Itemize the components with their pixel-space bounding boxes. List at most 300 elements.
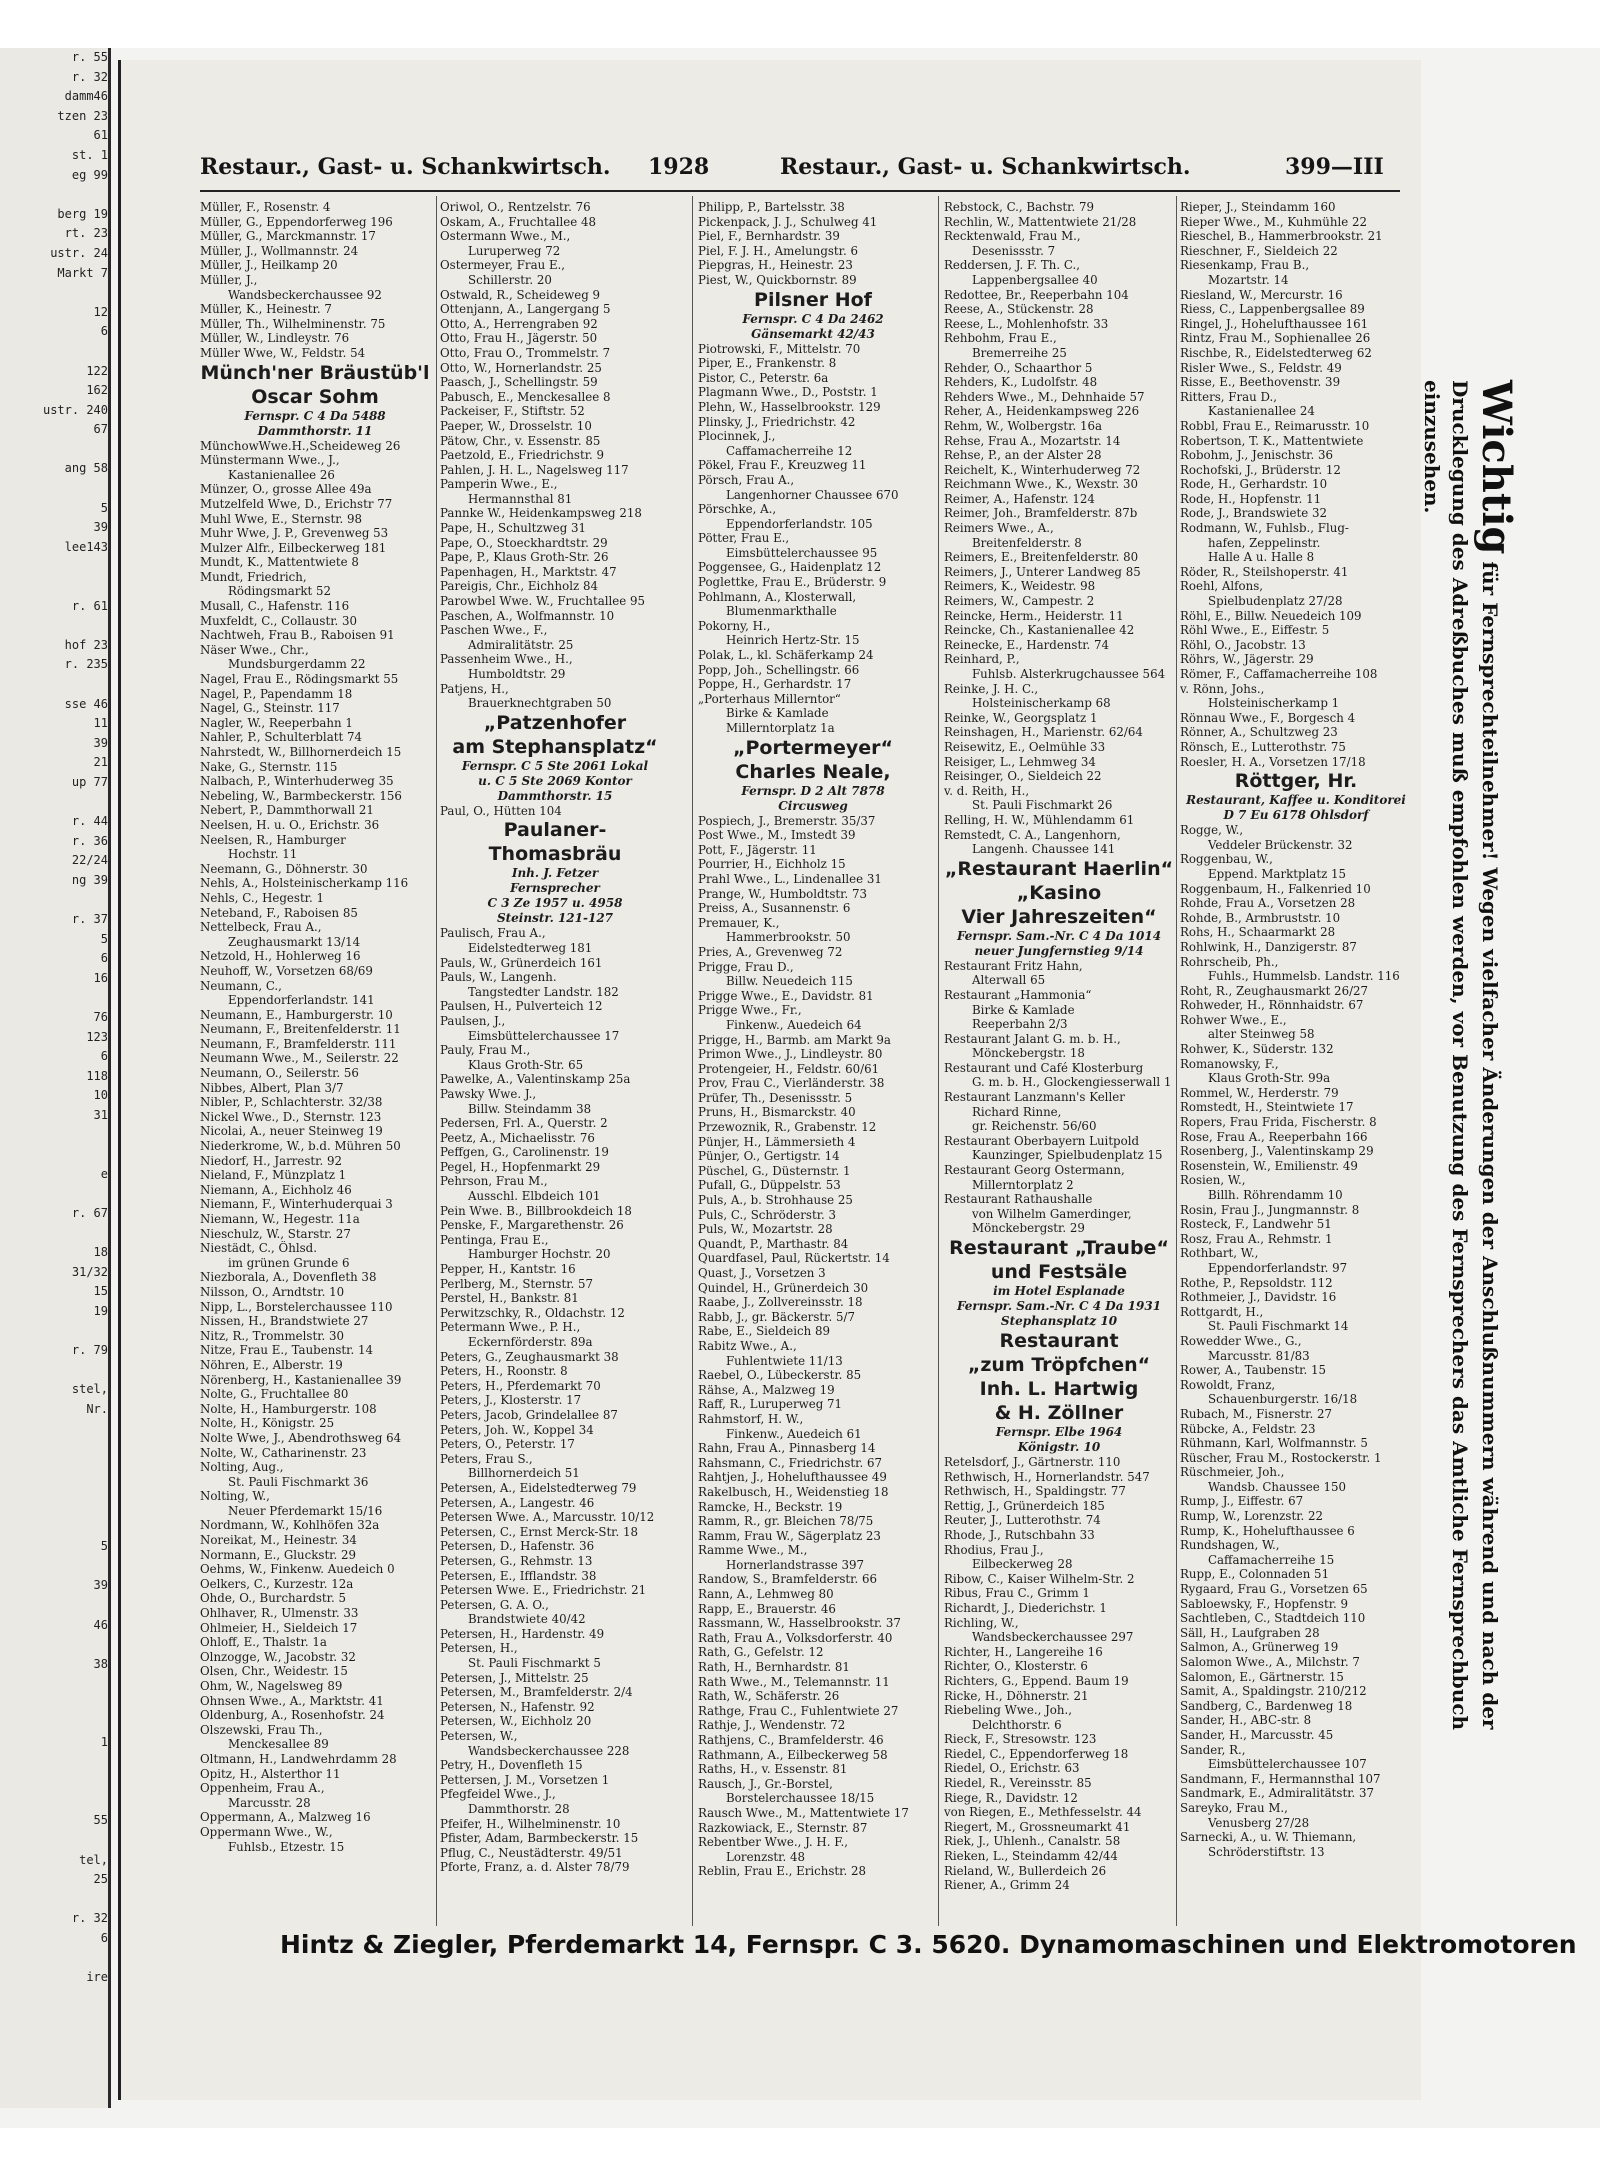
directory-entry: Sachtleben, C., Stadtdeich 110 [1180,1611,1366,1626]
directory-entry: Nettelbeck, Frau A., [200,920,322,935]
directory-entry: Rygaard, Frau G., Vorsetzen 65 [1180,1582,1368,1597]
directory-entry: Riener, A., Grimm 24 [944,1878,1070,1893]
directory-entry: Rommel, W., Herderstr. 79 [1180,1085,1339,1100]
facing-page-fragment: ng 39 [71,872,108,887]
directory-entry: Rischbe, R., Eidelstedterweg 62 [1180,345,1372,360]
directory-entry: Sareyko, Frau M., [1180,1800,1288,1815]
directory-entry: Neumann Wwe., M., Seilerstr. 22 [200,1051,399,1066]
directory-entry: Richling, W., [944,1615,1019,1630]
directory-entry: Petersen, M., Bramfelderstr. 2/4 [440,1685,633,1700]
directory-entry: Billw. Neuedeich 115 [726,974,853,989]
facing-page-fragment: 39 [93,735,108,750]
facing-page-fragment: 18 [93,1245,108,1260]
directory-entry: Rettig, J., Grünerdeich 185 [944,1498,1105,1513]
facing-page-fragment: 38 [93,1656,108,1671]
directory-entry: Lappenbergsallee 40 [972,272,1098,287]
advertisement-line: „Restaurant Haerlin“ [944,857,1174,880]
directory-entry: Rönnau Wwe., F., Borgesch 4 [1180,710,1356,725]
directory-entry: Reblin, Frau E., Erichstr. 28 [698,1864,867,1879]
directory-entry: Rausch, J., Gr.-Borstel, [698,1776,833,1791]
directory-entry: Mönckebergstr. 29 [972,1221,1085,1236]
directory-entry: Borstelerchaussee 18/15 [726,1791,875,1806]
directory-entry: Rehse, P., an der Alster 28 [944,448,1102,463]
directory-column-5 [1180,200,1412,1920]
directory-entry: Packeiser, F., Stiftstr. 52 [440,404,585,419]
directory-entry: Risler Wwe., S., Feldstr. 49 [1180,360,1342,375]
advertisement-detail: u. C 5 Ste 2069 Kontor [478,773,632,788]
directory-entry: Kaunzinger, Spielbudenplatz 15 [972,1148,1163,1163]
directory-entry: MünchowWwe.H.,Scheideweg 26 [200,438,401,453]
facing-page-fragment [2,989,108,1009]
directory-entry: Marcusstr. 28 [228,1795,311,1810]
directory-entry: Rathje, J., Wendenstr. 72 [698,1718,846,1733]
directory-entry: Rath Wwe., M., Telemannstr. 11 [698,1674,890,1689]
directory-entry: Otto, A., Herrengraben 92 [440,316,598,331]
facing-page-edge [0,48,111,2108]
directory-entry: Primon Wwe., J., Lindleystr. 80 [698,1047,883,1062]
directory-entry: Eppend. Marktplatz 15 [1208,866,1347,881]
directory-entry: Pannke W., Heidenkampsweg 218 [440,506,642,521]
directory-entry: Rosenstein, W., Emilienstr. 49 [1180,1158,1358,1173]
column-divider [436,196,437,1926]
facing-page-fragment: 61 [93,128,108,143]
directory-entry: Polak, L., kl. Schäferkamp 24 [698,648,874,663]
directory-entry: Poggensee, G., Haidenplatz 12 [698,560,882,575]
directory-entry: Risse, E., Beethovenstr. 39 [1180,375,1341,390]
directory-entry: Petersen, A., Langestr. 46 [440,1495,595,1510]
facing-page-fragment: r. 67 [71,1206,108,1221]
directory-entry: Röhl, O., Jacobstr. 13 [1180,637,1306,652]
directory-entry: Ramme Wwe., M., [698,1543,808,1558]
directory-entry: Nieland, F., Münzplatz 1 [200,1168,347,1183]
directory-entry: Rahtjen, J., Hohelufthaussee 49 [698,1470,887,1485]
directory-entry: Recktenwald, Frau M., [944,229,1081,244]
directory-entry: Nolting, W., [200,1489,270,1504]
directory-entry: Nagler, W., Reeperbahn 1 [200,715,353,730]
directory-entry: Reimers Wwe., A., [944,521,1054,536]
directory-entry: Röder, R., Steilshoperstr. 41 [1180,564,1349,579]
facing-page-fragment: 123 [86,1029,108,1044]
directory-entry: Mundt, Friedrich, [200,569,307,584]
advertisement-detail: im Hotel Esplanade [993,1284,1125,1298]
directory-entry: gr. Reichenstr. 56/60 [972,1119,1097,1134]
facing-page-fragment: ire [86,1970,108,1985]
directory-entry: Sarnecki, A., u. W. Thiemann, [1180,1830,1357,1845]
directory-entry: Restaurant Oberbayern Luitpold [944,1133,1140,1148]
advertisement-detail: Fernspr. C 4 Da 2462 [742,311,884,326]
directory-entry: Fuhlsb. Alsterkrugchaussee 564 [972,667,1166,681]
facing-page-fragment: 6 [100,324,108,339]
directory-entry: St. Pauli Fischmarkt 5 [468,1656,601,1671]
header-year: 1928 [648,154,710,180]
directory-entry: Bremerreihe 25 [972,345,1067,360]
facing-page-fragment: lee143 [64,539,108,554]
directory-entry: Riesland, W., Mercurstr. 16 [1180,287,1343,302]
directory-entry: alter Steinweg 58 [1208,1027,1315,1042]
column-divider [1176,196,1177,1926]
facing-page-fragment: tzen 23 [57,108,108,123]
directory-entry: Kastanienallee 24 [1208,404,1315,419]
directory-entry: Pentinga, Frau E., [440,1232,549,1247]
directory-entry: Müller, W., Lindleystr. 76 [200,331,350,346]
directory-entry: Pehrson, Frau M., [440,1174,548,1189]
directory-entry: Rann, A., Lehmweg 80 [698,1587,834,1602]
directory-entry: Müller, F., Rosenstr. 4 [200,200,331,214]
facing-page-fragment: 5 [100,931,108,946]
directory-entry: Paschen Wwe., F., [440,623,548,638]
directory-entry: Reisewitz, E., Oelmühle 33 [944,739,1106,754]
facing-page-fragment [2,1518,108,1538]
directory-entry: Rohde, B., Armbruststr. 10 [1180,910,1341,925]
header-left-title: Restaur., Gast- u. Schankwirtsch. [200,154,611,180]
directory-entry: Neumann, F., Bramfelderstr. 111 [200,1036,397,1051]
directory-entry: Rieschel, B., Hammerbrookstr. 21 [1180,229,1383,244]
directory-entry: Pfister, Adam, Barmbeckerstr. 15 [440,1831,639,1846]
directory-entry: Restaurant Jalant G. m. b. H., [944,1031,1121,1046]
directory-entry: Ohlmeier, H., Sieldeich 17 [200,1620,358,1635]
directory-entry: Riedel, R., Vereinsstr. 85 [944,1776,1092,1791]
directory-entry: Römer, F., Caffamacherreihe 108 [1180,667,1378,681]
directory-entry: Rodmann, W., Fuhlsb., Flug- [1180,521,1349,536]
directory-entry: Riege, R., Davidstr. 12 [944,1790,1078,1805]
directory-entry: Rower, A., Taubenstr. 15 [1180,1363,1327,1378]
directory-entry: Eckernförderstr. 89a [468,1335,593,1349]
directory-entry: Pedersen, Frl. A., Querstr. 2 [440,1116,608,1131]
facing-page-fragment [2,1557,108,1577]
directory-entry: Brandstwiete 40/42 [468,1612,586,1627]
directory-entry: Reinke, J. H. C., [944,681,1039,696]
directory-entry: Ausschl. Elbdeich 101 [468,1189,601,1204]
directory-entry: Nieschulz, W., Starstr. 27 [200,1226,351,1241]
directory-entry: Paulsen, H., Pulverteich 12 [440,999,603,1014]
directory-entry: Rohweder, H., Rönnhaidstr. 67 [1180,998,1364,1013]
facing-page-fragment [2,1478,108,1498]
facing-page-fragment: 67 [93,422,108,437]
directory-entry: Ramcke, H., Beckstr. 19 [698,1499,843,1514]
directory-entry: Rathge, Frau C., Fuhlentwiete 27 [698,1703,899,1718]
facing-page-fragment: sse 46 [64,696,108,711]
directory-entry: Riesenkamp, Frau B., [1180,258,1310,273]
directory-entry: Otto, Frau O., Trommelstr. 7 [440,345,611,360]
facing-page-fragment [2,1753,108,1773]
directory-entry: Nilsson, O., Arndtstr. 10 [200,1284,345,1299]
facing-page-fragment: 1 [100,1735,108,1750]
directory-entry: Fuhlentwiete 11/13 [726,1353,843,1368]
directory-entry: Salmon, A., Grünerweg 19 [1180,1640,1339,1655]
facing-page-fragment: 25 [93,1872,108,1887]
advertisement-line: & H. Zöllner [994,1402,1124,1424]
directory-entry: Rohde, Frau A., Vorsetzen 28 [1180,896,1356,911]
directory-entry: Müller, J., [200,272,258,287]
directory-entry: Rapp, E., Brauerstr. 46 [698,1601,836,1616]
directory-entry: Nagel, P., Papendamm 18 [200,686,353,701]
directory-entry: Brauerknechtgraben 50 [468,696,612,711]
facing-page-fragment: 19 [93,1304,108,1318]
directory-entry: Rump, W., Lorenzstr. 22 [1180,1509,1324,1524]
directory-entry: Mozartstr. 14 [1208,272,1289,287]
facing-page-fragment: 46 [93,1617,108,1632]
directory-entry: Rath, G., Gefelstr. 12 [698,1645,824,1660]
directory-entry: Raabe, J., Zollvereinsstr. 18 [698,1295,863,1310]
directory-entry: Reichelt, K., Winterhuderweg 72 [944,462,1141,477]
directory-entry: Riegert, M., Grossneumarkt 41 [944,1819,1131,1834]
directory-entry: Pegel, H., Hopfenmarkt 29 [440,1159,601,1174]
directory-entry: Rebentber Wwe., J. H. F., [698,1835,849,1850]
directory-entry: Paul, O., Hütten 104 [440,803,562,818]
directory-entry: Pistor, C., Peterstr. 6a [698,370,829,385]
advertisement-detail: Dammthorstr. 11 [257,423,373,438]
directory-entry: Rahsmann, C., Friedrichstr. 67 [698,1455,883,1470]
directory-entry: Pape, H., Schultzweg 31 [440,521,587,536]
directory-entry: Dammthorstr. 28 [468,1802,570,1816]
directory-entry: St. Pauli Fischmarkt 14 [1208,1319,1349,1334]
directory-entry: Neumann, F., Breitenfelderstr. 11 [200,1022,401,1037]
directory-entry: Ottenjann, A., Langergang 5 [440,302,611,317]
directory-entry: Peters, Frau S., [440,1451,533,1466]
directory-entry: Nolte, W., Catharinenstr. 23 [200,1445,367,1460]
directory-entry: Pahlen, J. H. L., Nagelsweg 117 [440,462,629,477]
footer-advertisement: Hintz & Ziegler, Pferdemarkt 14, Fernspr. C 3. 5620. Dynamomaschinen und Elektromotoren [280,1930,1577,1959]
advertisement-line: „Patzenhofer [483,711,627,734]
directory-entry: Rieper Wwe., M., Kuhmühle 22 [1180,214,1367,229]
directory-entry: Petersen, H., [440,1641,518,1656]
directory-entry: Nahler, P., Schulterblatt 74 [200,730,362,745]
facing-page-fragment: berg 19 [57,206,108,221]
directory-entry: Peters, H., Roonstr. 8 [440,1364,568,1379]
directory-entry: Mulzer Alfr., Eilbeckerweg 181 [200,540,387,555]
directory-entry: Reincke, Ch., Kastanienallee 42 [944,623,1135,638]
advertisement-detail: Fernspr. Sam.-Nr. C 4 Da 1014 [956,928,1162,943]
facing-page-fragment: e [100,1166,108,1181]
directory-entry: Ohm, W., Nagelsweg 89 [200,1679,343,1693]
directory-entry: Premauer, K., [698,915,780,930]
directory-entry: Rath, Frau A., Volksdorferstr. 40 [698,1630,893,1645]
directory-entry: Münstermann Wwe., J., [200,453,340,468]
notice-body: für Fernsprechteilnehmer! Wegen vielfacher Änderungen der Anschlußnummern während und nach der Drucklegung des Adreßbuches muß empfohlen werden, vor Benutzung des Fernsprechers das Amtliche Fernsprechbuch einzusehen. [1420,380,1502,1730]
directory-entry: Musall, C., Hafenstr. 116 [200,599,350,614]
directory-entry: Rethwisch, H., Hornerlandstr. 547 [944,1469,1150,1484]
directory-entry: Ohnsen Wwe., A., Marktstr. 41 [200,1693,384,1708]
directory-entry: Penske, F., Margarethenstr. 26 [440,1218,624,1233]
facing-page-fragment [2,1459,108,1479]
directory-entry: Rieland, W., Bullerdeich 26 [944,1863,1107,1878]
facing-page-fragments [0,48,108,1988]
vertical-notice-text [1418,380,1518,1780]
directory-entry: Rehders Wwe., M., Dehnhaide 57 [944,389,1145,404]
facing-page-fragment [2,283,108,303]
directory-entry: Wandsbeckerchaussee 297 [972,1630,1134,1645]
directory-entry: Müller, G., Eppendorferweg 196 [200,214,393,229]
directory-entry: Pötter, Frau E., [698,531,790,546]
directory-entry: Nordmann, W., Kohlhöfen 32a [200,1518,380,1533]
directory-entry: Raebel, O., Lübeckerstr. 85 [698,1368,862,1383]
directory-entry: Nickel Wwe., D., Sternstr. 123 [200,1109,382,1124]
directory-entry: Neuhoff, W., Vorsetzen 68/69 [200,963,373,978]
directory-entry: von Wilhelm Gamerdinger, [972,1206,1132,1221]
directory-entry: G. m. b. H., Glockengiesserwall 1 [972,1075,1172,1090]
directory-entry: Robertson, T. K., Mattentwiete [1180,433,1364,448]
directory-entry: Oldenburg, A., Rosenhofstr. 24 [200,1708,385,1723]
facing-page-fragment: 10 [93,1088,108,1103]
directory-entry: Prigge Wwe., E., Davidstr. 81 [698,988,874,1003]
directory-entry: Pufall, G., Düppelstr. 53 [698,1178,841,1193]
advertisement-line: „zum Tröpfchen“ [967,1354,1151,1376]
directory-entry: Pawelke, A., Valentinskamp 25a [440,1072,631,1087]
directory-column-3 [698,200,928,1920]
directory-entry: Venusberg 27/28 [1208,1815,1310,1830]
directory-entry: Petersen, G. A. O., [440,1597,549,1612]
advertisement-line: „Portermeyer“ [733,736,893,759]
directory-entry: Reinecke, E., Hardenstr. 74 [944,637,1110,652]
directory-entry: Mundsburgerdamm 22 [228,657,366,672]
directory-entry: Rath, W., Schäferstr. 26 [698,1689,840,1704]
advertisement-detail: Fernspr. Sam.-Nr. C 4 Da 1931 [956,1299,1162,1313]
directory-entry: Reinshagen, H., Marienstr. 62/64 [944,725,1143,740]
directory-entry: Samit, A., Spaldingstr. 210/212 [1180,1684,1367,1699]
directory-entry: Retelsdorf, J., Gärtnerstr. 110 [944,1455,1121,1469]
directory-entry: Ringel, J., Hohelufthaussee 161 [1180,316,1369,331]
facing-page-fragment [2,1145,108,1165]
directory-entry: Restaurant und Café Klosterburg [944,1060,1144,1075]
facing-page-fragment: r. 55 [71,50,108,64]
facing-page-fragment [2,342,108,362]
directory-entry: Müller, J., Wollmannstr. 24 [200,243,359,258]
facing-page-fragment: 11 [93,716,108,731]
directory-entry: Petersen, A., Eidelstedterweg 79 [440,1480,637,1495]
facing-page-fragment [2,793,108,813]
facing-page-fragment: rt. 23 [64,226,108,241]
facing-page-fragment: r. 36 [71,833,108,848]
directory-entry: Ostermann Wwe., M., [440,229,571,244]
directory-entry: Desenissstr. 7 [972,243,1056,258]
directory-entry: Petersen, J., Mittelstr. 25 [440,1670,589,1685]
directory-entry: Nolte, H., Hamburgerstr. 108 [200,1401,377,1416]
directory-entry: Wandsbeckerchaussee 92 [228,287,382,302]
directory-entry: Philipp, P., Bartelsstr. 38 [698,200,845,214]
directory-entry: hafen, Zeppelinstr. [1208,535,1321,550]
directory-entry: Nitze, Frau E., Taubenstr. 14 [200,1343,373,1358]
facing-page-fragment: 5 [100,500,108,515]
directory-entry: Rüscher, Frau M., Rostockerstr. 1 [1180,1450,1382,1465]
facing-page-fragment: r. 32 [71,1911,108,1926]
directory-entry: Mutzelfeld Wwe, D., Erichstr 77 [200,496,393,511]
directory-entry: Randow, S., Bramfelderstr. 66 [698,1572,878,1587]
facing-page-fragment [2,1949,108,1969]
directory-entry: Redottee, Br., Reeperbahn 104 [944,287,1129,302]
directory-entry: Rieken, L., Steindamm 42/44 [944,1849,1118,1864]
directory-entry: Quandt, P., Marthastr. 84 [698,1236,849,1251]
directory-entry: Restaurant Fritz Hahn, [944,958,1083,973]
directory-entry: Nehls, A., Holsteinischerkamp 116 [200,876,409,891]
directory-entry: Raths, H., v. Essenstr. 81 [698,1762,848,1777]
directory-entry: Raff, R., Luruperweg 71 [698,1397,843,1412]
notice-headline: Wichtig [1473,380,1520,555]
directory-entry: Röhl Wwe., E., Eiffestr. 5 [1180,623,1330,638]
directory-entry: Rabe, E., Sieldeich 89 [698,1324,830,1339]
directory-entry: Piotrowski, F., Mittelstr. 70 [698,341,861,356]
directory-entry: Rode, H., Gerhardstr. 10 [1180,477,1328,492]
directory-entry: Prigge, Frau D., [698,959,794,974]
advertisement-line: und Festsäle [990,1261,1128,1283]
directory-entry: Reimer, A., Hafenstr. 124 [944,491,1095,506]
directory-entry: Rubach, M., Fisnerstr. 27 [1180,1406,1332,1421]
directory-entry: Peters, O., Peterstr. 17 [440,1437,575,1452]
directory-entry: Röhl, E., Billw. Neuedeich 109 [1180,608,1362,623]
directory-entry: Razkowiack, E., Sternstr. 87 [698,1820,868,1835]
directory-entry: Paeper, W., Drosselstr. 10 [440,418,592,433]
directory-entry: Rhodius, Frau J., [944,1542,1044,1557]
directory-entry: Restaurant Lanzmann's Keller [944,1090,1125,1105]
directory-entry: Petersen, E., Ifflandstr. 38 [440,1568,597,1583]
directory-entry: Reinke, W., Georgsplatz 1 [944,710,1098,725]
column-divider [692,196,693,1926]
directory-entry: Nolting, Aug., [200,1460,284,1475]
directory-entry: Pauls, W., Grünerdeich 161 [440,955,603,970]
directory-entry: Nehls, C., Hegestr. 1 [200,890,325,905]
facing-page-fragment: r. 61 [71,598,108,613]
advertisement-line: Münch'ner Bräustüb'l [200,361,430,384]
facing-page-fragment [2,185,108,205]
directory-entry: Rabb, J., gr. Bäckerstr. 5/7 [698,1309,855,1324]
directory-entry: Langenhorner Chaussee 670 [726,487,899,502]
directory-entry: Hermannsthal 81 [468,491,573,506]
facing-page-fragment [2,1126,108,1146]
directory-entry: Prange, W., Humboldtstr. 73 [698,886,867,901]
directory-entry: St. Pauli Fischmarkt 36 [228,1474,369,1489]
directory-entry: Rohwer Wwe., E., [1180,1012,1287,1027]
directory-entry: St. Pauli Fischmarkt 26 [972,798,1113,813]
directory-entry: Petersen, C., Ernst Merck-Str. 18 [440,1524,639,1539]
advertisement-detail: Fernspr. Elbe 1964 [995,1425,1123,1439]
facing-page-fragment [2,1361,108,1381]
directory-entry: Petersen, H., Hardenstr. 49 [440,1626,605,1641]
facing-page-fragment: 122 [86,363,108,378]
directory-entry: „Porterhaus Millerntor“ [698,691,841,706]
directory-entry: Wandsb. Chaussee 150 [1208,1479,1346,1494]
directory-entry: Billh. Röhrendamm 10 [1208,1188,1343,1202]
directory-entry: Rahmstorf, H. W., [698,1411,804,1426]
facing-page-fragment [2,1694,108,1714]
facing-page-fragment: 22/24 [71,853,108,868]
facing-page-fragment [2,1420,108,1440]
directory-entry: Petersen, W., [440,1729,518,1744]
facing-page-fragment [2,440,108,460]
directory-entry: Reeperbahn 2/3 [972,1017,1068,1032]
directory-entry: Oltmann, H., Landwehrdamm 28 [200,1751,397,1766]
directory-entry: Rosteck, F., Landwehr 51 [1180,1217,1332,1232]
directory-entry: Pohlmann, A., Klosterwall, [698,589,857,604]
facing-page-fragment: 15 [93,1284,108,1299]
directory-entry: Nöhren, E., Alberstr. 19 [200,1357,343,1372]
directory-entry: Oehms, W., Finkenw. Auedeich 0 [200,1562,395,1577]
directory-entry: Pünjer, O., Gertigstr. 14 [698,1149,840,1164]
directory-entry: Riess, C., Lappenbergsallee 89 [1180,302,1365,317]
directory-entry: Rassmann, W., Hasselbrookstr. 37 [698,1616,901,1631]
directory-entry: Ropers, Frau Frida, Fischerstr. 8 [1180,1115,1377,1130]
advertisement-detail: C 3 Ze 1957 u. 4958 [487,896,623,911]
directory-entry: Hochstr. 11 [228,847,298,862]
advertisement-line: „Kasino [1016,881,1102,904]
directory-entry: Pruns, H., Bismarckstr. 40 [698,1105,856,1120]
directory-entry: Delchthorstr. 6 [972,1717,1062,1732]
facing-page-fragment: 16 [93,970,108,985]
directory-entry: Billhornerdeich 51 [468,1466,580,1481]
directory-entry: Pickenpack, J. J., Schulweg 41 [698,214,878,229]
directory-entry: Protengeier, H., Feldstr. 60/61 [698,1061,880,1076]
directory-entry: Pein Wwe. B., Billbrookdeich 18 [440,1203,632,1218]
directory-entry: Oppenheim, Frau A., [200,1781,325,1796]
directory-entry: Neteband, F., Raboisen 85 [200,905,358,920]
